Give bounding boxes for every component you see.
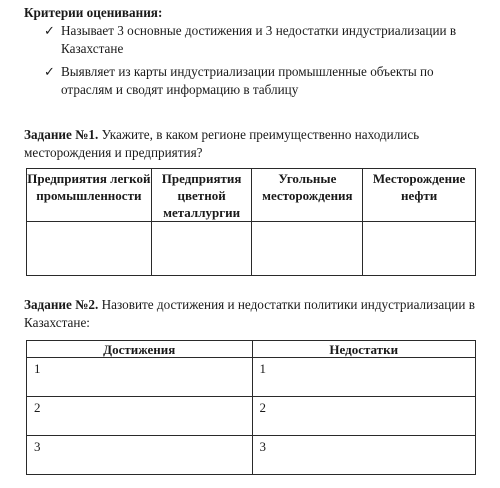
task1-table: [26, 168, 476, 276]
table-header-cell: Предприятия цветной металлургии: [151, 169, 252, 222]
table-header-cell: Месторождение нефти: [363, 169, 476, 222]
answer-cell[interactable]: 1: [252, 358, 476, 397]
answer-cell[interactable]: 2: [252, 397, 476, 436]
task2-text: Назовите достижения и недостатки политики индустриализации в Казахстане:: [24, 297, 475, 330]
checkmark-icon: ✓: [44, 23, 56, 38]
answer-cell[interactable]: [151, 222, 252, 276]
table-header-cell: Предприятия легкой промышленности: [27, 169, 152, 222]
task1-text: Укажите, в каком регионе преимущественно находились месторождения и предприятия?: [24, 127, 420, 160]
table-header-cell: Недостатки: [252, 341, 476, 358]
task2-prompt: [24, 296, 484, 332]
table-header-cell: Угольные месторождения: [252, 169, 363, 222]
task2-label: Задание №2.: [24, 297, 99, 312]
task2-table: [26, 340, 476, 475]
answer-cell[interactable]: 3: [252, 436, 476, 475]
table-header-cell: Достижения: [27, 341, 253, 358]
answer-cell[interactable]: 1: [27, 358, 253, 397]
table-header-row: [27, 169, 476, 222]
criterion-item: [44, 22, 484, 58]
criteria-heading: Критерии оценивания:: [24, 5, 163, 20]
answer-cell[interactable]: 2: [27, 397, 253, 436]
answer-cell[interactable]: 3: [27, 436, 253, 475]
criterion-text: Называет 3 основные достижения и 3 недостатки индустриализации в Казахстане: [61, 23, 457, 56]
checkmark-icon: ✓: [44, 64, 56, 79]
answer-cell[interactable]: [363, 222, 476, 276]
table-row: [27, 222, 476, 276]
table-row: [27, 436, 476, 475]
answer-cell[interactable]: [252, 222, 363, 276]
task1-prompt: [24, 126, 484, 162]
table-header-row: [27, 341, 476, 358]
criterion-text: Выявляет из карты индустриализации промышленные объекты по отраслям и сводят информацию в таблицу: [61, 64, 434, 97]
table-row: [27, 397, 476, 436]
table-row: [27, 358, 476, 397]
criterion-item: [44, 63, 484, 99]
answer-cell[interactable]: [27, 222, 152, 276]
task1-label: Задание №1.: [24, 127, 99, 142]
